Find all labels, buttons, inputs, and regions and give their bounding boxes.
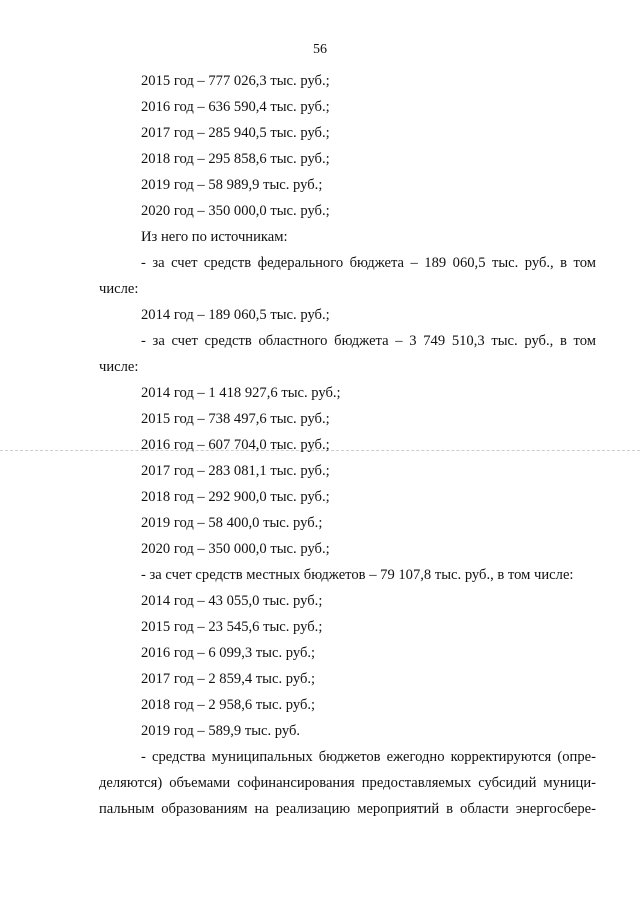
text-line: 2014 год – 1 418 927,6 тыс. руб.;: [141, 385, 341, 401]
text-line: Из него по источникам:: [141, 229, 288, 245]
text-line: 2015 год – 738 497,6 тыс. руб.;: [141, 411, 330, 427]
text-line: 2019 год – 58 400,0 тыс. руб.;: [141, 515, 323, 531]
text-line: 2017 год – 2 859,4 тыс. руб.;: [141, 671, 316, 687]
text-line: 2015 год – 23 545,6 тыс. руб.;: [141, 619, 323, 635]
text-line: 2016 год – 6 099,3 тыс. руб.;: [141, 645, 316, 661]
text-line: 2015 год – 777 026,3 тыс. руб.;: [141, 73, 330, 89]
text-line: 2018 год – 292 900,0 тыс. руб.;: [141, 489, 330, 505]
text-line: 2020 год – 350 000,0 тыс. руб.;: [141, 541, 330, 557]
text-line: - средства муниципальных бюджетов ежегодно корректируются (опре-: [141, 749, 596, 765]
text-line: 2018 год – 2 958,6 тыс. руб.;: [141, 697, 316, 713]
text-line: пальным образованиям на реализацию мероприятий в области энергосбере-: [99, 801, 596, 817]
page-number: 56: [313, 42, 327, 57]
text-line: 2017 год – 283 081,1 тыс. руб.;: [141, 463, 330, 479]
text-line: 2020 год – 350 000,0 тыс. руб.;: [141, 203, 330, 219]
text-line: деляются) объемами софинансирования предоставляемых субсидий муници-: [99, 775, 596, 791]
text-line: 2019 год – 58 989,9 тыс. руб.;: [141, 177, 323, 193]
text-line: 2016 год – 607 704,0 тыс. руб.;: [141, 437, 330, 453]
text-line: - за счет средств федерального бюджета – 189 060,5 тыс. руб., в том: [141, 255, 596, 271]
document-body: [0, 68, 640, 822]
text-line: 2016 год – 636 590,4 тыс. руб.;: [141, 99, 330, 115]
text-line: - за счет средств местных бюджетов – 79 107,8 тыс. руб., в том числе:: [141, 567, 574, 583]
text-line: числе:: [99, 359, 139, 375]
text-line: 2018 год – 295 858,6 тыс. руб.;: [141, 151, 330, 167]
text-line: - за счет средств областного бюджета – 3 749 510,3 тыс. руб., в том: [141, 333, 596, 349]
text-line: 2019 год – 589,9 тыс. руб.: [141, 723, 301, 739]
text-line: 2017 год – 285 940,5 тыс. руб.;: [141, 125, 330, 141]
text-line: 2014 год – 189 060,5 тыс. руб.;: [141, 307, 330, 323]
text-line: числе:: [99, 281, 139, 297]
text-line: 2014 год – 43 055,0 тыс. руб.;: [141, 593, 323, 609]
